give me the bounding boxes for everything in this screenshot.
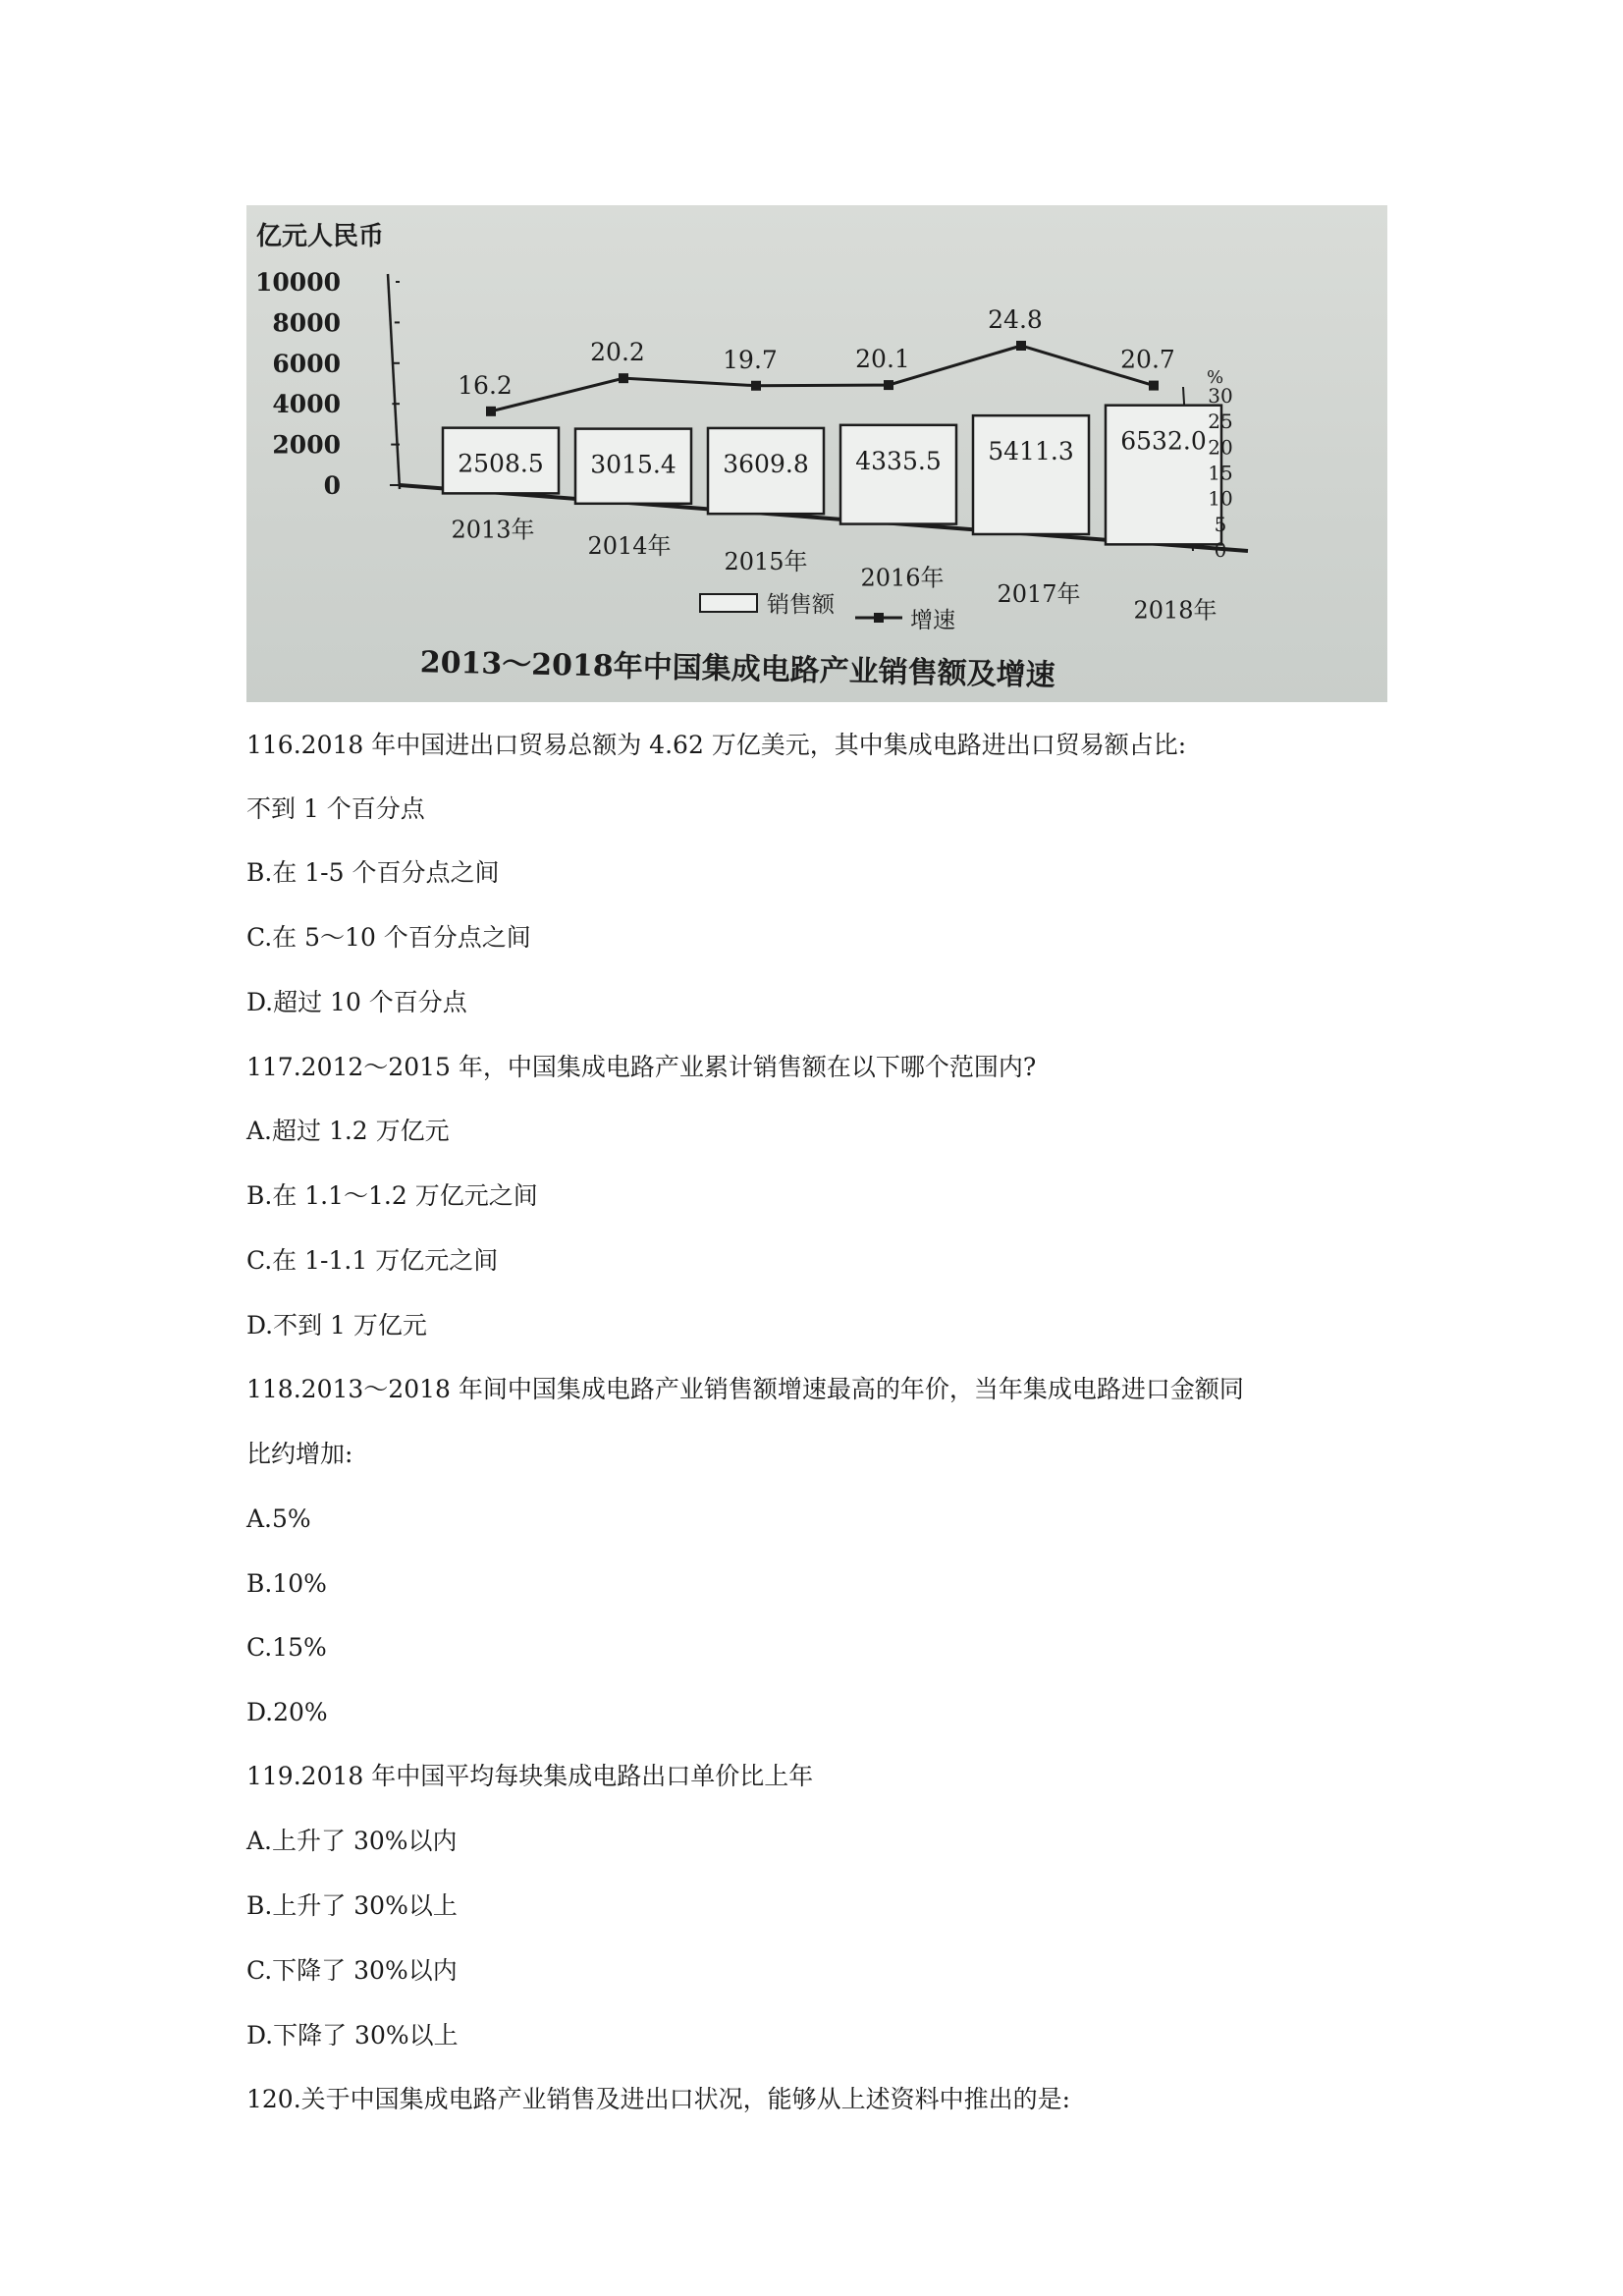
growth-point [1149,381,1159,391]
y2-tick-label: 10 [1208,486,1233,511]
growth-data-label: 20.7 [1120,345,1175,374]
y-tick-label: 6000 [272,349,341,378]
y-tick-label: 10000 [255,268,341,297]
bar-data-label: 5411.3 [988,437,1074,466]
growth-data-label: 24.8 [988,305,1043,334]
q116-option-a[interactable]: 不到 1 个百分点 [246,794,425,823]
bar-data-label: 2508.5 [458,449,544,478]
growth-point [751,381,761,391]
growth-data-label: 19.7 [723,345,778,374]
y2-tick-label: 15 [1208,461,1233,485]
q118-stem-cont: 比约增加: [246,1440,353,1468]
q118-option-b[interactable]: B.10% [246,1569,327,1598]
bar-data-label: 4335.5 [855,446,942,475]
chart-bars [443,406,1221,545]
q116-option-c[interactable]: C.在 5～10 个百分点之间 [246,923,531,952]
q119-option-b[interactable]: B.上升了 30%以上 [246,1891,458,1920]
y-axis-line [388,274,400,489]
chart-legend [700,592,955,633]
x-tick-label: 2013年 [451,516,535,544]
x-tick-label: 2018年 [1133,596,1217,625]
q119-option-c[interactable]: C.下降了 30%以内 [246,1956,458,1985]
q119-option-a[interactable]: A.上升了 30%以内 [246,1827,458,1855]
y2-tick-label: 25 [1208,410,1233,434]
bar-data-label: 3015.4 [590,450,676,479]
y2-tick-label: 20 [1208,435,1233,460]
bar-data-label: 3609.8 [723,449,809,478]
y-tick-label: 0 [323,471,341,500]
legend-line-marker [874,613,884,623]
q118-option-c[interactable]: C.15% [246,1633,327,1662]
q118-stem: 118.2013～2018 年间中国集成电路产业销售额增速最高的年价，当年集成电路进口金额同 [246,1375,1244,1403]
q117-option-a[interactable]: A.超过 1.2 万亿元 [246,1117,450,1145]
q116-option-d[interactable]: D.超过 10 个百分点 [246,988,467,1016]
y2-tick-label: 30 [1208,384,1233,408]
growth-point [1016,341,1026,351]
q118-option-d[interactable]: D.20% [246,1698,328,1726]
q117-option-b[interactable]: B.在 1.1～1.2 万亿元之间 [246,1181,538,1210]
y-tick-label: 8000 [272,308,341,338]
growth-data-label: 20.1 [855,345,910,374]
y2-tick-label: 0 [1214,538,1227,562]
q117-option-d[interactable]: D.不到 1 万亿元 [246,1311,427,1339]
growth-data-label: 16.2 [458,370,513,400]
q118-option-a[interactable]: A.5% [246,1504,311,1533]
x-tick-label: 2015年 [724,548,808,576]
x-tick-label: 2016年 [860,564,945,592]
y-axis-label: 亿元人民币 [256,222,385,251]
q116-option-b[interactable]: B.在 1-5 个百分点之间 [246,858,500,887]
y-tick-label: 4000 [272,390,341,419]
growth-data-label: 20.2 [590,338,645,367]
growth-point [619,373,628,383]
bar [973,415,1089,534]
chart-title: 2013～2018年中国集成电路产业销售额及增速 [419,645,1055,693]
x-tick-label: 2017年 [997,579,1081,608]
chart-growth-line [486,341,1159,416]
x-tick-label: 2014年 [587,531,672,560]
q117-stem: 117.2012～2015 年，中国集成电路产业累计销售额在以下哪个范围内? [246,1053,1037,1081]
q117-option-c[interactable]: C.在 1-1.1 万亿元之间 [246,1246,499,1275]
y2-tick-label: 5 [1214,512,1227,536]
q116-stem: 116.2018 年中国进出口贸易总额为 4.62 万亿美元，其中集成电路进出口贸易额占比: [246,731,1187,759]
growth-point [486,407,496,416]
sales-growth-chart [246,205,1387,702]
bar-data-label: 6532.0 [1120,426,1207,456]
growth-point [884,380,893,390]
q120-stem: 120.关于中国集成电路产业销售及进出口状况，能够从上述资料中推出的是: [246,2085,1071,2113]
q119-stem: 119.2018 年中国平均每块集成电路出口单价比上年 [246,1762,814,1790]
q119-option-d[interactable]: D.下降了 30%以上 [246,2021,459,2050]
legend-line-label: 增速 [910,608,955,633]
y2-axis-label: % [1207,367,1224,388]
legend-bar-swatch [700,594,757,612]
y-tick-label: 2000 [272,430,341,460]
legend-bar-label: 销售额 [767,592,835,618]
chart-figure [246,205,1387,702]
